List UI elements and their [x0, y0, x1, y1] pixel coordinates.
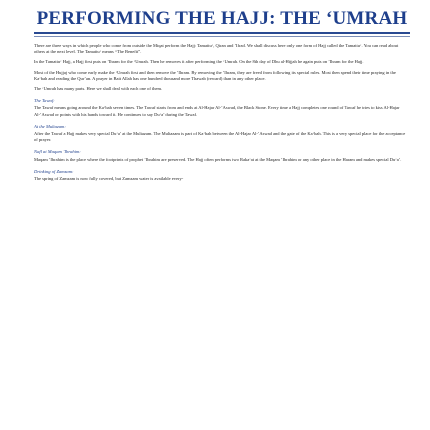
document-body — [34, 43, 410, 182]
paragraph: There are three ways in which people who come from outside the Miqat perform the Hajj: Tamattu‘, Qiran and ’Ifrad. We shall discuss here only one form of Hajj called the Tamattu‘. You can read about others at the next level. The Tamattu‘ means “The Benefit”. — [34, 43, 399, 55]
title-rule-thin — [34, 36, 410, 37]
paragraph: Most of the Hujjaj who come early make the ‘Umrah first and then remove the ’Ihram. By removing the ’Ihram, they are freed from following its special rules. Most then spend their time praying in the Ka‘bah and reading the Qur’an. A prayer in Bait Allah has one hundred thousand more Thawab (reward) than in any other place. — [34, 69, 396, 81]
paragraph: The ‘Umrah has many parts. Here we shall deal with each one of them. — [34, 86, 163, 92]
paragraph: After the Tawaf a Hajj makes very special Du‘a’ at the Multazam. The Multazam is part of Ka‘bah between the Al-Hajar Al-’Aswad and the gate of the Ka‘bah. This is a very special place for the acceptance of prayer. — [34, 131, 406, 143]
paragraph: The Tawaf means going around the Ka‘bah seven times. The Tawaf starts from and ends at Al-Hajar Al-’Aswad, the Black Stone. Every time a Hajj completes one round of Tawaf he tries to kiss Al-Hajar Al-’Aswad or points with his hands toward it. He continues to say Du‘a’ during the Tawaf. — [34, 105, 400, 117]
paragraph: The spring of Zamzam is now fully covered, but Zamzam water is available every- — [34, 176, 184, 182]
paragraph: Maqam ’Ibrahim is the place where the footprints of prophet ’Ibrahim are preserved. The Hajj often performs two Raka‘at at the Maqam ’Ibrahim or any other place in the Haram and makes special Du‘a’. — [34, 156, 402, 162]
section-heading-zamzam: Drinking of Zamzam: — [34, 168, 74, 174]
title-rule — [34, 32, 410, 34]
page-title: PERFORMING THE HAJJ: THE ‘UMRAH — [36, 8, 408, 29]
section-heading-tawaf: The Tawaf: — [34, 98, 55, 104]
paragraph: In the Tamattu‘ Hajj, a Hajj first puts on ’Ihram for the ‘Umrah. Then he removes it after performing the ‘Umrah. On the 8th day of Dhu al-Hijjah he again puts on ’Ihram for the Hajj. — [34, 59, 364, 65]
section-heading-maqam-ibrahim: Nafl at Maqam ’Ibrahim: — [34, 149, 81, 155]
section-heading-multazam: At the Multazam: — [34, 123, 66, 129]
